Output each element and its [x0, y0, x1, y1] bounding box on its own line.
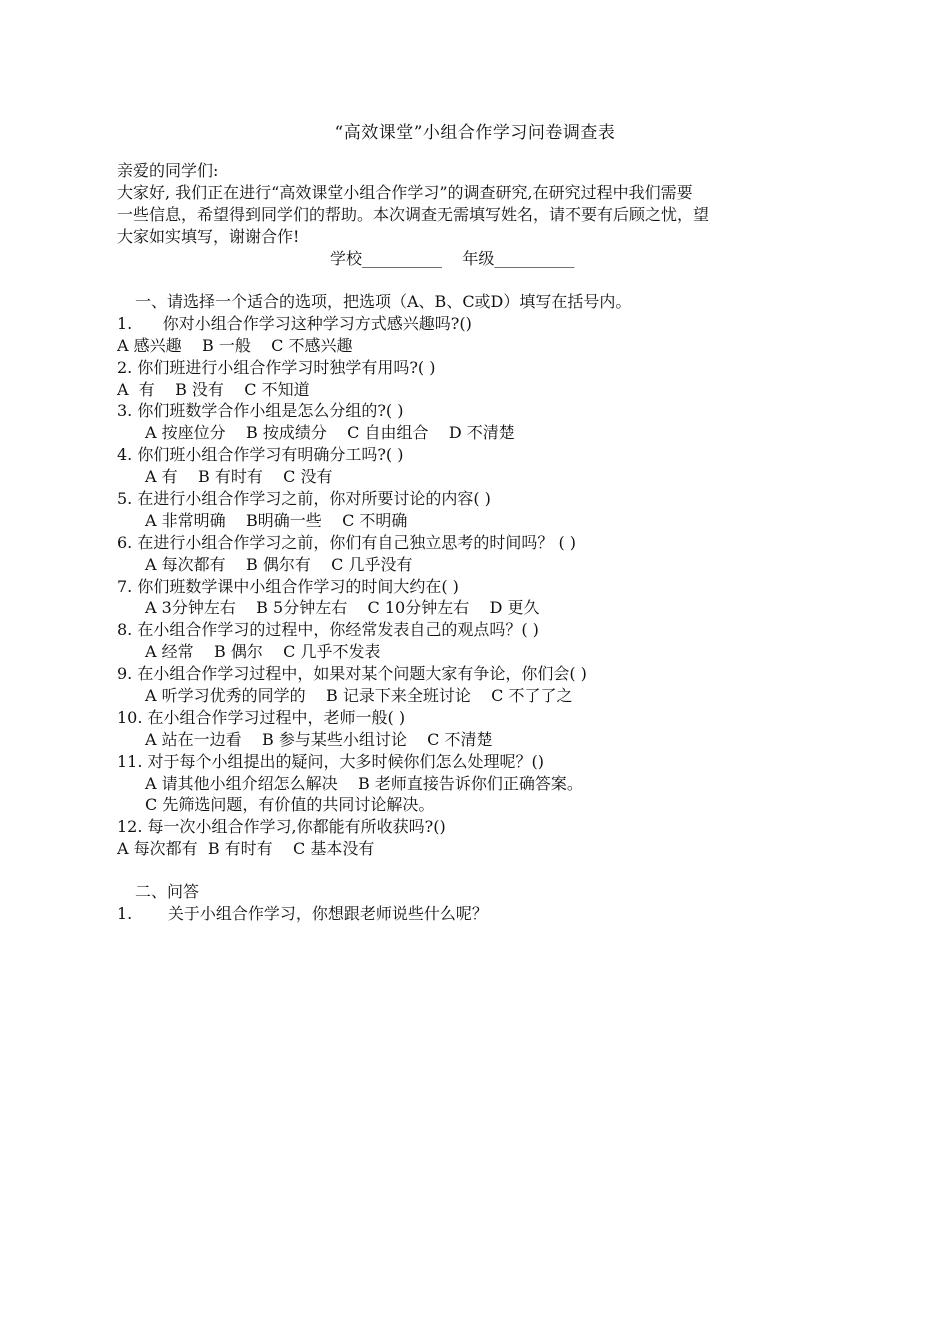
school-grade-line	[330, 248, 574, 270]
question-4: 4. 你们班小组合作学习有明确分工吗?( )	[117, 445, 404, 465]
question-3-options: A 按座位分 B 按成绩分 C 自由组合 D 不清楚	[145, 423, 515, 443]
question-10-options: A 站在一边看 B 参与某些小组讨论 C 不清楚	[145, 729, 493, 749]
part1-heading: 一、请选择一个适合的选项，把选项（A、B、C或D）填写在括号内。	[135, 292, 632, 311]
question-1-options: A 感兴趣 B 一般 C 不感兴趣	[117, 335, 353, 355]
school-blank[interactable]: __________	[362, 249, 443, 268]
document-title: “高效课堂”小组合作学习问卷调查表	[334, 123, 616, 143]
question-8-options: A 经常 B 偶尔 C 几乎不发表	[145, 642, 381, 662]
question-9: 9. 在小组合作学习过程中，如果对某个问题大家有争论，你们会( )	[117, 664, 587, 684]
question-5-options: A 非常明确 B明确一些 C 不明确	[145, 510, 408, 530]
question-3: 3. 你们班数学合作小组是怎么分组的?( )	[117, 401, 404, 421]
intro-line-3: 大家如实填写，谢谢合作!	[117, 227, 300, 246]
part2-heading: 二、问答	[135, 882, 200, 901]
question-12-options: A 每次都有 B 有时有 C 基本没有	[117, 839, 375, 859]
open-question-1: 1. 关于小组合作学习，你想跟老师说些什么呢？	[117, 903, 488, 923]
intro-block	[117, 160, 837, 248]
grade-blank[interactable]: __________	[494, 249, 575, 268]
question-7: 7. 你们班数学课中小组合作学习的时间大约在( )	[117, 576, 459, 596]
question-5: 5. 在进行小组合作学习之前，你对所要讨论的内容( )	[117, 489, 491, 509]
question-2-options: A 有 B 没有 C 不知道	[117, 379, 310, 399]
question-2: 2. 你们班进行小组合作学习时独学有用吗?( )	[117, 357, 436, 377]
grade-label: 年级	[462, 249, 495, 268]
question-4-options: A 有 B 有时有 C 没有	[145, 467, 333, 487]
intro-line-2: 一些信息，希望得到同学们的帮助。本次调查无需填写姓名，请不要有后顾之忧，望	[117, 205, 710, 224]
question-8: 8. 在小组合作学习的过程中，你经常发表自己的观点吗？( )	[117, 620, 539, 640]
part2-section	[117, 881, 857, 925]
part1-section	[117, 291, 857, 860]
school-label: 学校	[330, 249, 363, 268]
greeting: 亲爱的同学们:	[117, 161, 219, 180]
question-6-options: A 每次都有 B 偶尔有 C 几乎没有	[145, 554, 413, 574]
question-11: 11. 对于每个小组提出的疑问，大多时候你们怎么处理呢？()	[117, 751, 545, 771]
intro-line-1: 大家好, 我们正在进行“高效课堂小组合作学习”的调查研究,在研究过程中我们需要	[117, 183, 693, 202]
question-9-options: A 听学习优秀的同学的 B 记录下来全班讨论 C 不了了之	[145, 686, 573, 706]
question-12: 12. 每一次小组合作学习,你都能有所收获吗?()	[117, 817, 446, 837]
question-7-options: A 3分钟左右 B 5分钟左右 C 10分钟左右 D 更久	[145, 598, 540, 618]
question-1: 1. 你对小组合作学习这种学习方式感兴趣吗?()	[117, 313, 472, 333]
question-10: 10. 在小组合作学习过程中，老师一般( )	[117, 707, 406, 727]
question-11-options-1: A 请其他小组介绍怎么解决 B 老师直接告诉你们正确答案。	[145, 773, 583, 793]
question-6: 6. 在进行小组合作学习之前，你们有自己独立思考的时间吗？ ( )	[117, 532, 577, 552]
question-11-options-2: C 先筛选问题，有价值的共同讨论解决。	[145, 795, 435, 815]
